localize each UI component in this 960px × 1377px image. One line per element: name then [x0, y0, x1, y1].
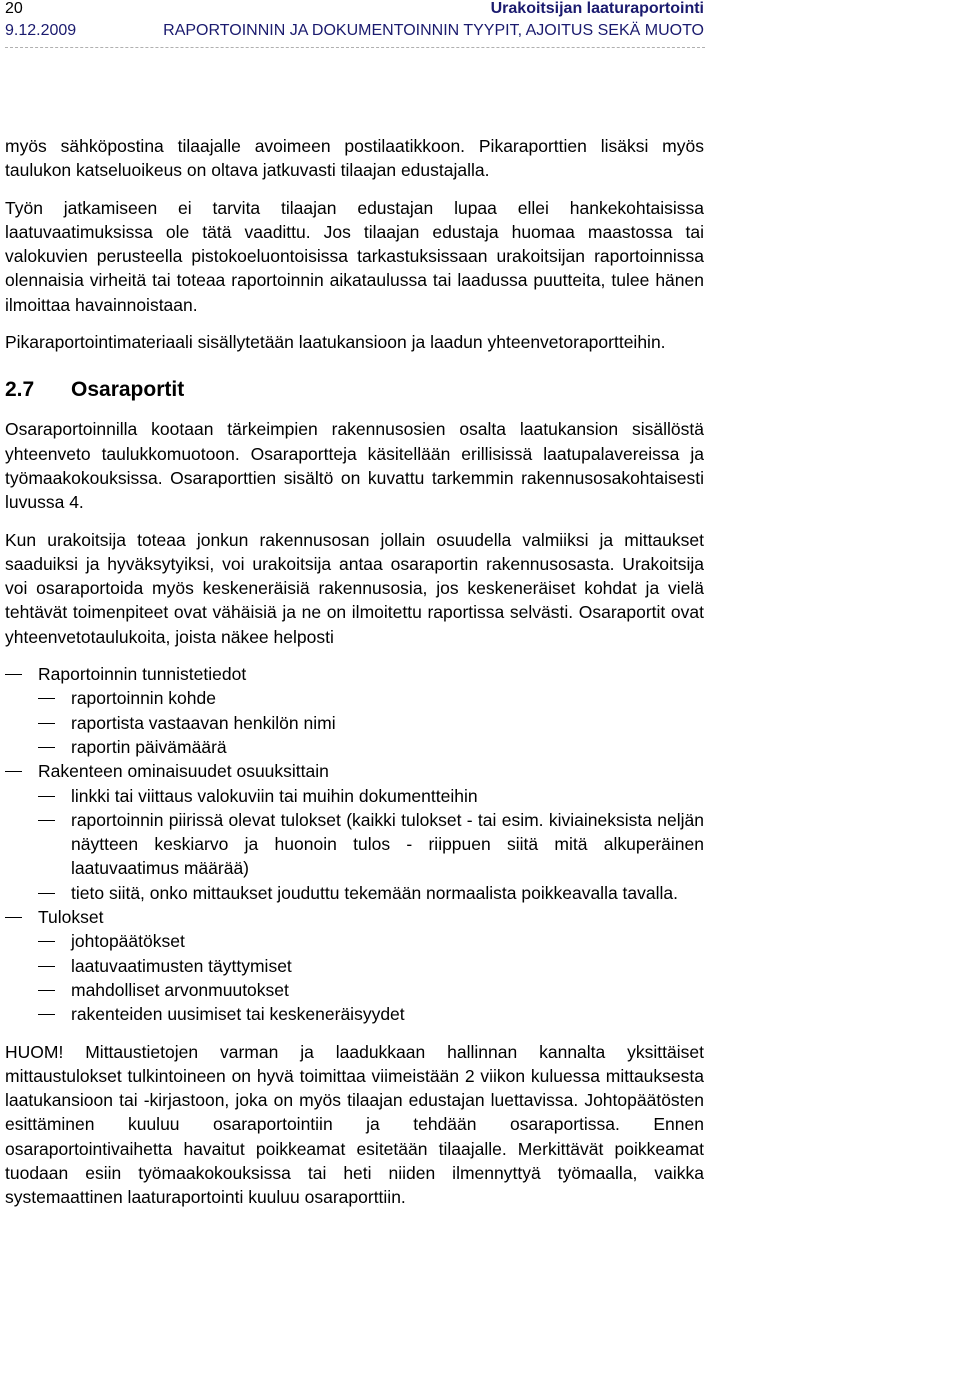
running-subtitle: RAPORTOINNIN JA DOKUMENTOINNIN TYYPIT, AJOITUS SEKÄ MUOTO [163, 22, 704, 39]
dash-bullet-icon [38, 893, 55, 894]
sub-list-item-text: laatuvaatimusten täyttymiset [71, 955, 292, 976]
dash-bullet-icon [5, 917, 22, 918]
sub-list-item-text: raportoinnin kohde [71, 688, 216, 709]
section-title: Osaraportit [71, 378, 185, 402]
list-item-label: Rakenteen ominaisuudet osuuksittain [38, 761, 329, 782]
list-item [5, 759, 704, 905]
paragraph: Työn jatkamiseen ei tarvita tilaajan edustajan lupaa ellei hankekohtaisissa laatuvaatimuksissa ole tätä vaadittu. Jos tilaajan edustaja huomaa maastossa tai valokuvien perusteella pistokoeluontoisissa tarkastuksissaan urakoitsijan raportoinnissa olennaisia virheitä tai toteaa raportoinnin aikataulussa tai laadussa puutteita, tulee hänen ilmoittaa havainnoistaan. [5, 197, 704, 315]
sub-list-item-text: johtopäätökset [71, 931, 185, 952]
list-item [5, 662, 704, 759]
sub-list-item-text: raportin päivämäärä [71, 736, 227, 757]
dash-bullet-icon [38, 941, 55, 942]
list-item-label: Tulokset [38, 907, 104, 928]
paragraph: Osaraportoinnilla kootaan tärkeimpien rakennusosien osalta laatukansion sisällöstä yhteenveto taulukkomuotoon. Osaraportteja käsitellään erillisissä laatupalavereissa ja työmaakokouksissa. Osaraporttien sisältö on kuvattu tarkemmin rakennusosakohtaisesti luvussa 4. [5, 419, 704, 513]
sub-list-item-text: linkki tai viittaus valokuviin tai muihin dokumentteihin [71, 785, 478, 806]
page-number: 20 [5, 0, 23, 17]
dash-bullet-icon [38, 796, 55, 797]
paragraph: Pikaraportointimateriaali sisällytetään laatukansioon ja laadun yhteenvetoraportteihin. [5, 332, 666, 353]
sub-list-item-text: raportoinnin piirissä olevat tulokset (kaikki tulokset - tai esim. kiviaineksista neljän näytteen keskiarvo ja huonoin tulos - riippuen siitä mitä alkuperäinen laatuvaatimus määrää) [71, 809, 704, 879]
sub-list-item [38, 711, 704, 735]
note-paragraph: HUOM! Mittaustietojen varman ja laadukkaan hallinnan kannalta yksittäiset mittaustulokset tulkintoineen on hyvä toimittaa viimeistään 2 viikon kuluessa mittauksesta laatukansioon tai -kirjastoon, joka on myös tilaajan edustajan luettavissa. Johtopäätösten esittäminen kuuluu osaraportointiin ja tehdään osaraportissa. Ennen osaraportointivaihetta havaitut poikkeamat esitetään tilaajalle. Merkittävät poikkeamat tuodaan esiin työmaakokouksissa tai heti niiden ilmennyttyä työmaalla, vaikka systemaattinen laaturaportointi kuuluu osaraporttiin. [5, 1041, 704, 1208]
header-date: 9.12.2009 [5, 22, 77, 39]
dash-bullet-icon [38, 1014, 55, 1015]
dash-bullet-icon [38, 723, 55, 724]
section-heading [5, 377, 704, 403]
sub-list [38, 686, 704, 759]
header-divider [5, 47, 705, 48]
dash-bullet-icon [38, 966, 55, 967]
dash-bullet-icon [5, 674, 22, 675]
sub-list-item [38, 686, 704, 710]
sub-list [38, 784, 704, 905]
sub-list-item [38, 808, 704, 881]
dash-bullet-icon [5, 771, 22, 772]
section-number: 2.7 [5, 378, 35, 402]
paragraph: myös sähköpostina tilaajalle avoimeen postilaatikkoon. Pikaraporttien lisäksi myös taulukon katseluoikeus on oltava jatkuvasti tilaajan edustajalla. [5, 136, 704, 181]
sub-list-item [38, 954, 704, 978]
sub-list [38, 929, 704, 1026]
list-item [5, 905, 704, 1026]
sub-list-item [38, 881, 704, 905]
paragraph: Kun urakoitsija toteaa jonkun rakennusosan jollain osuudella valmiiksi ja mittaukset saaduiksi ja hyväksytyiksi, voi urakoitsija antaa osaraportin rakennusosasta. Urakoitsija voi osaraportoida myös keskeneräisiä rakennusosia, jos keskeneräiset kohdat ja vielä tehtävät toimenpiteet ovat vähäisiä ja ne on ilmoitettu raportissa selvästi. Osaraportit ovat yhteenvetotaulukoita, joista näkee helposti [5, 529, 704, 647]
dash-bullet-icon [38, 820, 55, 821]
sub-list-item [38, 784, 704, 808]
sub-list-item [38, 735, 704, 759]
running-title: Urakoitsijan laaturaportointi [490, 0, 704, 17]
sub-list-item [38, 929, 704, 953]
dash-bullet-icon [38, 990, 55, 991]
sub-list-item-text: mahdolliset arvonmuutokset [71, 979, 289, 1000]
sub-list-item-text: tieto siitä, onko mittaukset jouduttu tekemään normaalista poikkeavalla tavalla. [71, 882, 678, 903]
sub-list-item [38, 1002, 704, 1026]
sub-list-item-text: rakenteiden uusimiset tai keskeneräisyydet [71, 1004, 405, 1025]
sub-list-item [38, 978, 704, 1002]
content-list [5, 662, 704, 1026]
dash-bullet-icon [38, 698, 55, 699]
sub-list-item-text: raportista vastaavan henkilön nimi [71, 712, 336, 733]
document-body [5, 134, 704, 1223]
dash-bullet-icon [38, 747, 55, 748]
list-item-label: Raportoinnin tunnistetiedot [38, 664, 247, 685]
